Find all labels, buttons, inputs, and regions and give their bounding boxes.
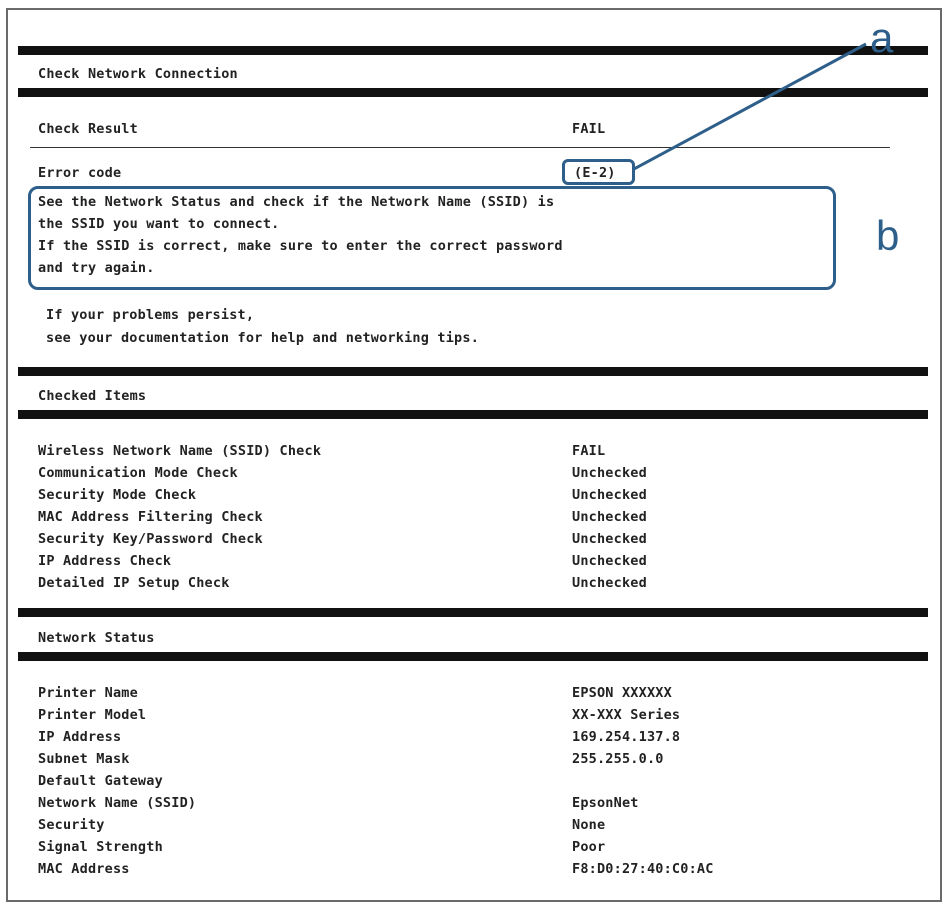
status-label: Default Gateway: [38, 773, 163, 789]
status-value: 169.254.137.8: [572, 729, 681, 745]
checked-item-value: Unchecked: [572, 553, 647, 569]
checked-item-value: FAIL: [572, 443, 606, 459]
section-bar: [18, 652, 928, 661]
checked-item-value: Unchecked: [572, 487, 647, 503]
error-code-value: (E-2): [574, 165, 616, 181]
section-heading-network-status: Network Status: [38, 630, 155, 646]
persist-line: see your documentation for help and networking tips.: [46, 330, 480, 346]
section-bar: [18, 367, 928, 376]
status-label: Signal Strength: [38, 839, 163, 855]
status-label: Printer Model: [38, 707, 147, 723]
checked-item-label: Communication Mode Check: [38, 465, 238, 481]
status-value: None: [572, 817, 606, 833]
status-label: Network Name (SSID): [38, 795, 197, 811]
checked-item-value: Unchecked: [572, 531, 647, 547]
status-value: 255.255.0.0: [572, 751, 664, 767]
status-value: EPSON XXXXXX: [572, 685, 672, 701]
checked-item-value: Unchecked: [572, 509, 647, 525]
check-result-label: Check Result: [38, 121, 138, 137]
section-bar: [18, 608, 928, 617]
section-heading-check-network: Check Network Connection: [38, 66, 238, 82]
status-value: F8:D0:27:40:C0:AC: [572, 861, 714, 877]
status-value: XX-XXX Series: [572, 707, 681, 723]
checked-item-value: Unchecked: [572, 575, 647, 591]
section-heading-checked-items: Checked Items: [38, 388, 147, 404]
checked-item-label: IP Address Check: [38, 553, 172, 569]
checked-item-label: Security Key/Password Check: [38, 531, 263, 547]
status-label: IP Address: [38, 729, 122, 745]
message-line: See the Network Status and check if the Network Name (SSID) is: [38, 194, 555, 210]
callout-b-label: b: [876, 212, 900, 259]
checked-item-label: Wireless Network Name (SSID) Check: [38, 443, 322, 459]
persist-line: If your problems persist,: [46, 307, 255, 323]
status-value: Poor: [572, 839, 606, 855]
status-label: Printer Name: [38, 685, 138, 701]
message-line: and try again.: [38, 260, 155, 276]
callout-a-label: a: [870, 14, 894, 61]
checked-item-label: MAC Address Filtering Check: [38, 509, 263, 525]
error-code-label: Error code: [38, 165, 122, 181]
status-label: Subnet Mask: [38, 751, 130, 767]
status-label: MAC Address: [38, 861, 130, 877]
check-result-value: FAIL: [572, 121, 606, 137]
status-value: EpsonNet: [572, 795, 639, 811]
checked-item-label: Security Mode Check: [38, 487, 197, 503]
message-line: the SSID you want to connect.: [38, 216, 280, 232]
section-bar: [18, 410, 928, 419]
message-line: If the SSID is correct, make sure to enter the correct password: [38, 238, 563, 254]
status-label: Security: [38, 817, 105, 833]
checked-item-label: Detailed IP Setup Check: [38, 575, 230, 591]
checked-item-value: Unchecked: [572, 465, 647, 481]
